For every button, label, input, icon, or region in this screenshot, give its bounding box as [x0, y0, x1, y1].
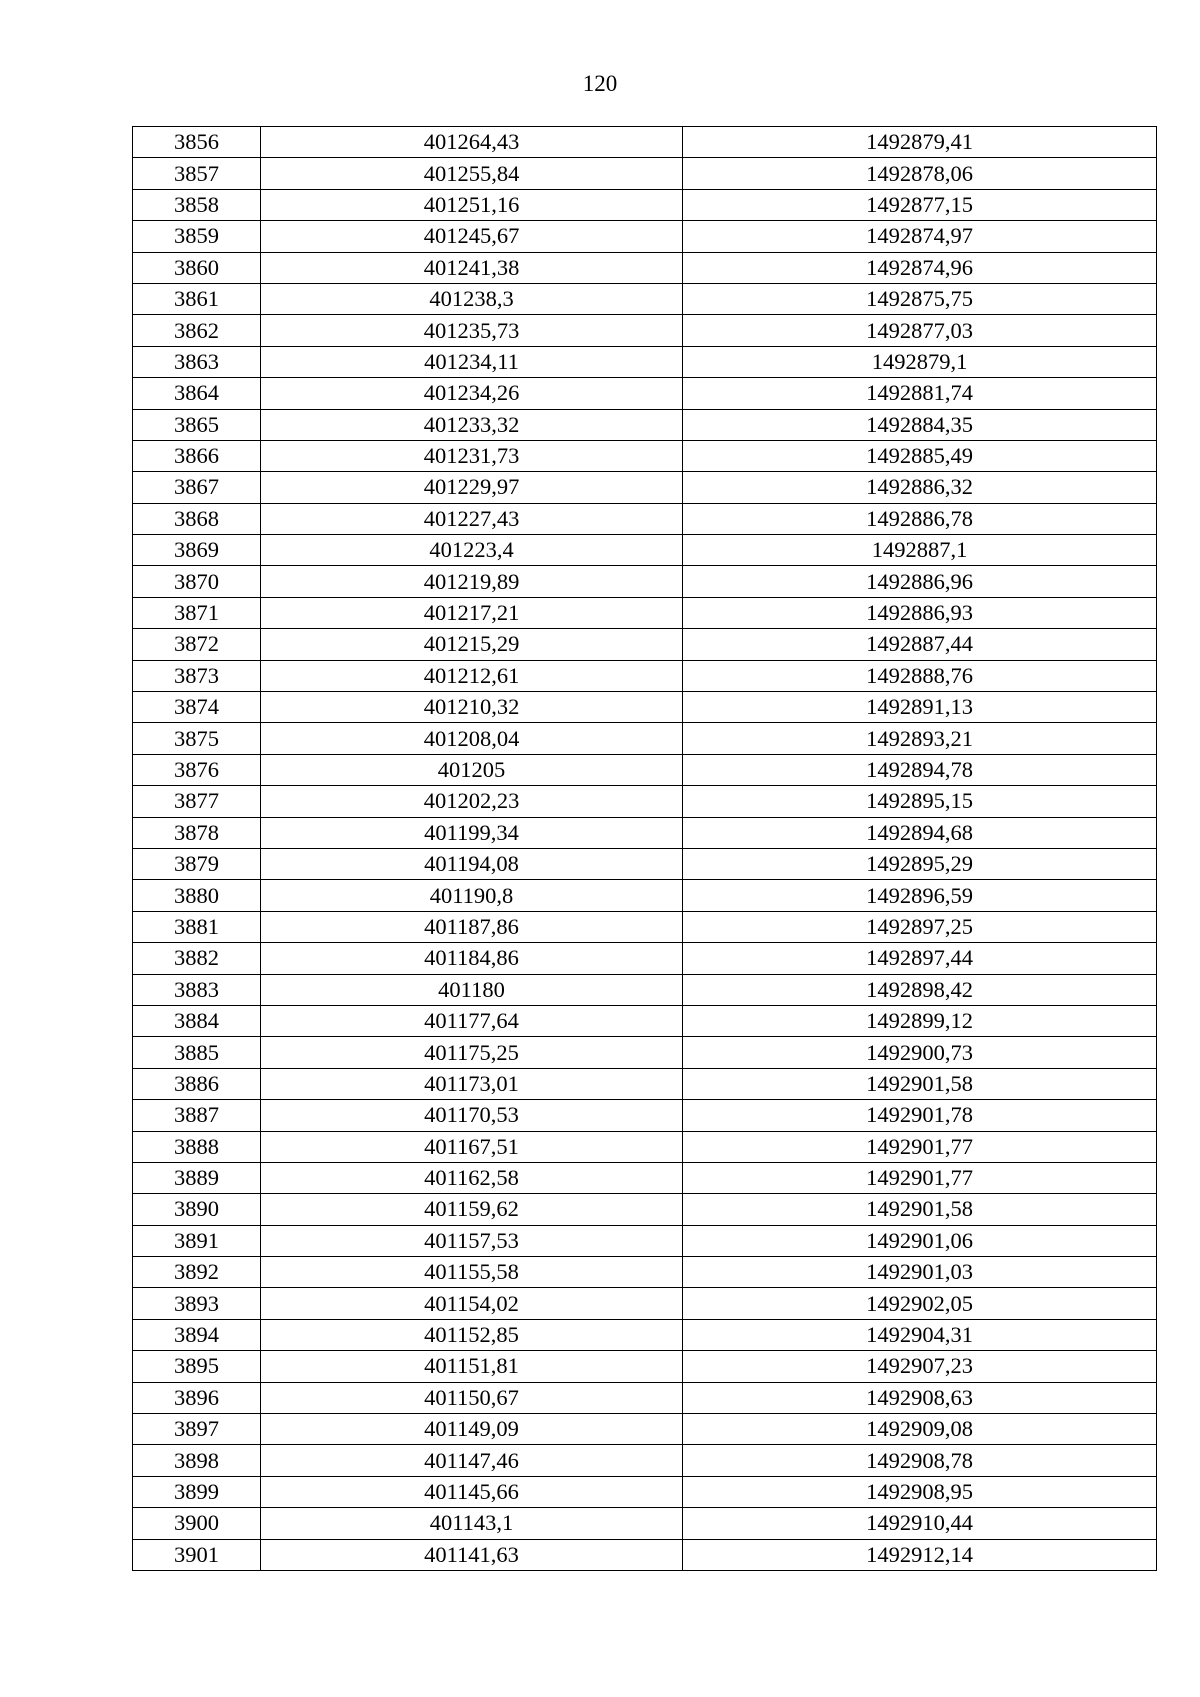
x-coordinate-cell: 401202,23	[261, 786, 683, 817]
point-number-cell: 3862	[133, 315, 261, 346]
table-row	[133, 754, 1157, 785]
table-row	[133, 221, 1157, 252]
point-number-cell: 3877	[133, 786, 261, 817]
y-coordinate-cell: 1492907,23	[683, 1351, 1157, 1382]
table-row	[133, 1225, 1157, 1256]
y-coordinate-cell: 1492901,03	[683, 1257, 1157, 1288]
table-row	[133, 1539, 1157, 1570]
x-coordinate-cell: 401231,73	[261, 440, 683, 471]
table-row	[133, 692, 1157, 723]
point-number-cell: 3858	[133, 189, 261, 220]
table-row	[133, 974, 1157, 1005]
point-number-cell: 3874	[133, 692, 261, 723]
x-coordinate-cell: 401234,26	[261, 378, 683, 409]
y-coordinate-cell: 1492878,06	[683, 158, 1157, 189]
point-number-cell: 3878	[133, 817, 261, 848]
y-coordinate-cell: 1492901,06	[683, 1225, 1157, 1256]
point-number-cell: 3899	[133, 1476, 261, 1507]
x-coordinate-cell: 401177,64	[261, 1005, 683, 1036]
x-coordinate-cell: 401233,32	[261, 409, 683, 440]
point-number-cell: 3890	[133, 1194, 261, 1225]
x-coordinate-cell: 401229,97	[261, 472, 683, 503]
point-number-cell: 3868	[133, 503, 261, 534]
table-row	[133, 1162, 1157, 1193]
table-row	[133, 566, 1157, 597]
y-coordinate-cell: 1492897,25	[683, 911, 1157, 942]
point-number-cell: 3900	[133, 1508, 261, 1539]
table-row	[133, 440, 1157, 471]
y-coordinate-cell: 1492886,78	[683, 503, 1157, 534]
y-coordinate-cell: 1492909,08	[683, 1414, 1157, 1445]
table-row	[133, 1257, 1157, 1288]
table-row	[133, 472, 1157, 503]
y-coordinate-cell: 1492884,35	[683, 409, 1157, 440]
x-coordinate-cell: 401145,66	[261, 1476, 683, 1507]
x-coordinate-cell: 401154,02	[261, 1288, 683, 1319]
table-row	[133, 1351, 1157, 1382]
table-row	[133, 1037, 1157, 1068]
y-coordinate-cell: 1492879,1	[683, 346, 1157, 377]
page-number: 120	[582, 71, 618, 96]
y-coordinate-cell: 1492895,29	[683, 848, 1157, 879]
point-number-cell: 3863	[133, 346, 261, 377]
table-row	[133, 127, 1157, 158]
table-row	[133, 346, 1157, 377]
y-coordinate-cell: 1492904,31	[683, 1319, 1157, 1350]
x-coordinate-cell: 401180	[261, 974, 683, 1005]
point-number-cell: 3879	[133, 848, 261, 879]
x-coordinate-cell: 401187,86	[261, 911, 683, 942]
x-coordinate-cell: 401143,1	[261, 1508, 683, 1539]
point-number-cell: 3870	[133, 566, 261, 597]
table-row	[133, 535, 1157, 566]
x-coordinate-cell: 401167,51	[261, 1131, 683, 1162]
point-number-cell: 3884	[133, 1005, 261, 1036]
y-coordinate-cell: 1492895,15	[683, 786, 1157, 817]
table-row	[133, 1131, 1157, 1162]
table-row	[133, 283, 1157, 314]
point-number-cell: 3887	[133, 1100, 261, 1131]
table-row	[133, 817, 1157, 848]
point-number-cell: 3860	[133, 252, 261, 283]
point-number-cell: 3885	[133, 1037, 261, 1068]
table-row	[133, 597, 1157, 628]
x-coordinate-cell: 401152,85	[261, 1319, 683, 1350]
point-number-cell: 3869	[133, 535, 261, 566]
point-number-cell: 3892	[133, 1257, 261, 1288]
y-coordinate-cell: 1492898,42	[683, 974, 1157, 1005]
y-coordinate-cell: 1492910,44	[683, 1508, 1157, 1539]
y-coordinate-cell: 1492896,59	[683, 880, 1157, 911]
table-row	[133, 1508, 1157, 1539]
y-coordinate-cell: 1492901,58	[683, 1194, 1157, 1225]
table-row	[133, 503, 1157, 534]
table-row	[133, 1414, 1157, 1445]
y-coordinate-cell: 1492874,97	[683, 221, 1157, 252]
y-coordinate-cell: 1492886,32	[683, 472, 1157, 503]
x-coordinate-cell: 401149,09	[261, 1414, 683, 1445]
table-row	[133, 1068, 1157, 1099]
y-coordinate-cell: 1492901,77	[683, 1131, 1157, 1162]
point-number-cell: 3898	[133, 1445, 261, 1476]
x-coordinate-cell: 401255,84	[261, 158, 683, 189]
point-number-cell: 3859	[133, 221, 261, 252]
table-row	[133, 723, 1157, 754]
x-coordinate-cell: 401147,46	[261, 1445, 683, 1476]
table-row	[133, 848, 1157, 879]
x-coordinate-cell: 401199,34	[261, 817, 683, 848]
point-number-cell: 3895	[133, 1351, 261, 1382]
x-coordinate-cell: 401141,63	[261, 1539, 683, 1570]
y-coordinate-cell: 1492886,93	[683, 597, 1157, 628]
y-coordinate-cell: 1492900,73	[683, 1037, 1157, 1068]
point-number-cell: 3881	[133, 911, 261, 942]
y-coordinate-cell: 1492908,95	[683, 1476, 1157, 1507]
point-number-cell: 3876	[133, 754, 261, 785]
y-coordinate-cell: 1492881,74	[683, 378, 1157, 409]
point-number-cell: 3883	[133, 974, 261, 1005]
y-coordinate-cell: 1492886,96	[683, 566, 1157, 597]
y-coordinate-cell: 1492875,75	[683, 283, 1157, 314]
table-row	[133, 409, 1157, 440]
x-coordinate-cell: 401210,32	[261, 692, 683, 723]
y-coordinate-cell: 1492901,77	[683, 1162, 1157, 1193]
x-coordinate-cell: 401173,01	[261, 1068, 683, 1099]
point-number-cell: 3864	[133, 378, 261, 409]
point-number-cell: 3894	[133, 1319, 261, 1350]
point-number-cell: 3866	[133, 440, 261, 471]
point-number-cell: 3882	[133, 943, 261, 974]
x-coordinate-cell: 401227,43	[261, 503, 683, 534]
table-row	[133, 911, 1157, 942]
table-row	[133, 1100, 1157, 1131]
y-coordinate-cell: 1492902,05	[683, 1288, 1157, 1319]
x-coordinate-cell: 401217,21	[261, 597, 683, 628]
x-coordinate-cell: 401184,86	[261, 943, 683, 974]
x-coordinate-cell: 401205	[261, 754, 683, 785]
y-coordinate-cell: 1492877,15	[683, 189, 1157, 220]
y-coordinate-cell: 1492893,21	[683, 723, 1157, 754]
table-row	[133, 1476, 1157, 1507]
point-number-cell: 3875	[133, 723, 261, 754]
x-coordinate-cell: 401155,58	[261, 1257, 683, 1288]
y-coordinate-cell: 1492899,12	[683, 1005, 1157, 1036]
y-coordinate-cell: 1492894,68	[683, 817, 1157, 848]
y-coordinate-cell: 1492908,63	[683, 1382, 1157, 1413]
y-coordinate-cell: 1492908,78	[683, 1445, 1157, 1476]
table-row	[133, 252, 1157, 283]
x-coordinate-cell: 401162,58	[261, 1162, 683, 1193]
table-row	[133, 880, 1157, 911]
table-row	[133, 943, 1157, 974]
table-row	[133, 1194, 1157, 1225]
x-coordinate-cell: 401219,89	[261, 566, 683, 597]
x-coordinate-cell: 401235,73	[261, 315, 683, 346]
x-coordinate-cell: 401190,8	[261, 880, 683, 911]
point-number-cell: 3897	[133, 1414, 261, 1445]
x-coordinate-cell: 401170,53	[261, 1100, 683, 1131]
y-coordinate-cell: 1492901,58	[683, 1068, 1157, 1099]
table-row	[133, 378, 1157, 409]
table-row	[133, 1382, 1157, 1413]
x-coordinate-cell: 401150,67	[261, 1382, 683, 1413]
y-coordinate-cell: 1492874,96	[683, 252, 1157, 283]
table-row	[133, 1319, 1157, 1350]
x-coordinate-cell: 401175,25	[261, 1037, 683, 1068]
y-coordinate-cell: 1492877,03	[683, 315, 1157, 346]
y-coordinate-cell: 1492912,14	[683, 1539, 1157, 1570]
point-number-cell: 3861	[133, 283, 261, 314]
point-number-cell: 3856	[133, 127, 261, 158]
x-coordinate-cell: 401157,53	[261, 1225, 683, 1256]
x-coordinate-cell: 401212,61	[261, 660, 683, 691]
x-coordinate-cell: 401241,38	[261, 252, 683, 283]
x-coordinate-cell: 401234,11	[261, 346, 683, 377]
x-coordinate-cell: 401194,08	[261, 848, 683, 879]
point-number-cell: 3880	[133, 880, 261, 911]
y-coordinate-cell: 1492901,78	[683, 1100, 1157, 1131]
table-row	[133, 786, 1157, 817]
y-coordinate-cell: 1492897,44	[683, 943, 1157, 974]
coordinates-table	[132, 126, 1157, 1571]
y-coordinate-cell: 1492887,44	[683, 629, 1157, 660]
y-coordinate-cell: 1492891,13	[683, 692, 1157, 723]
table-row	[133, 1005, 1157, 1036]
table-row	[133, 189, 1157, 220]
point-number-cell: 3872	[133, 629, 261, 660]
x-coordinate-cell: 401159,62	[261, 1194, 683, 1225]
x-coordinate-cell: 401223,4	[261, 535, 683, 566]
y-coordinate-cell: 1492888,76	[683, 660, 1157, 691]
table-row	[133, 629, 1157, 660]
point-number-cell: 3893	[133, 1288, 261, 1319]
point-number-cell: 3873	[133, 660, 261, 691]
x-coordinate-cell: 401151,81	[261, 1351, 683, 1382]
point-number-cell: 3865	[133, 409, 261, 440]
x-coordinate-cell: 401208,04	[261, 723, 683, 754]
point-number-cell: 3896	[133, 1382, 261, 1413]
x-coordinate-cell: 401215,29	[261, 629, 683, 660]
point-number-cell: 3891	[133, 1225, 261, 1256]
point-number-cell: 3857	[133, 158, 261, 189]
table-row	[133, 660, 1157, 691]
y-coordinate-cell: 1492879,41	[683, 127, 1157, 158]
point-number-cell: 3889	[133, 1162, 261, 1193]
table-row	[133, 1445, 1157, 1476]
x-coordinate-cell: 401264,43	[261, 127, 683, 158]
table-row	[133, 1288, 1157, 1319]
point-number-cell: 3901	[133, 1539, 261, 1570]
point-number-cell: 3871	[133, 597, 261, 628]
table-row	[133, 158, 1157, 189]
point-number-cell: 3867	[133, 472, 261, 503]
coordinates-table-body	[133, 127, 1157, 1571]
table-row	[133, 315, 1157, 346]
y-coordinate-cell: 1492887,1	[683, 535, 1157, 566]
x-coordinate-cell: 401251,16	[261, 189, 683, 220]
x-coordinate-cell: 401238,3	[261, 283, 683, 314]
y-coordinate-cell: 1492894,78	[683, 754, 1157, 785]
y-coordinate-cell: 1492885,49	[683, 440, 1157, 471]
point-number-cell: 3888	[133, 1131, 261, 1162]
x-coordinate-cell: 401245,67	[261, 221, 683, 252]
point-number-cell: 3886	[133, 1068, 261, 1099]
